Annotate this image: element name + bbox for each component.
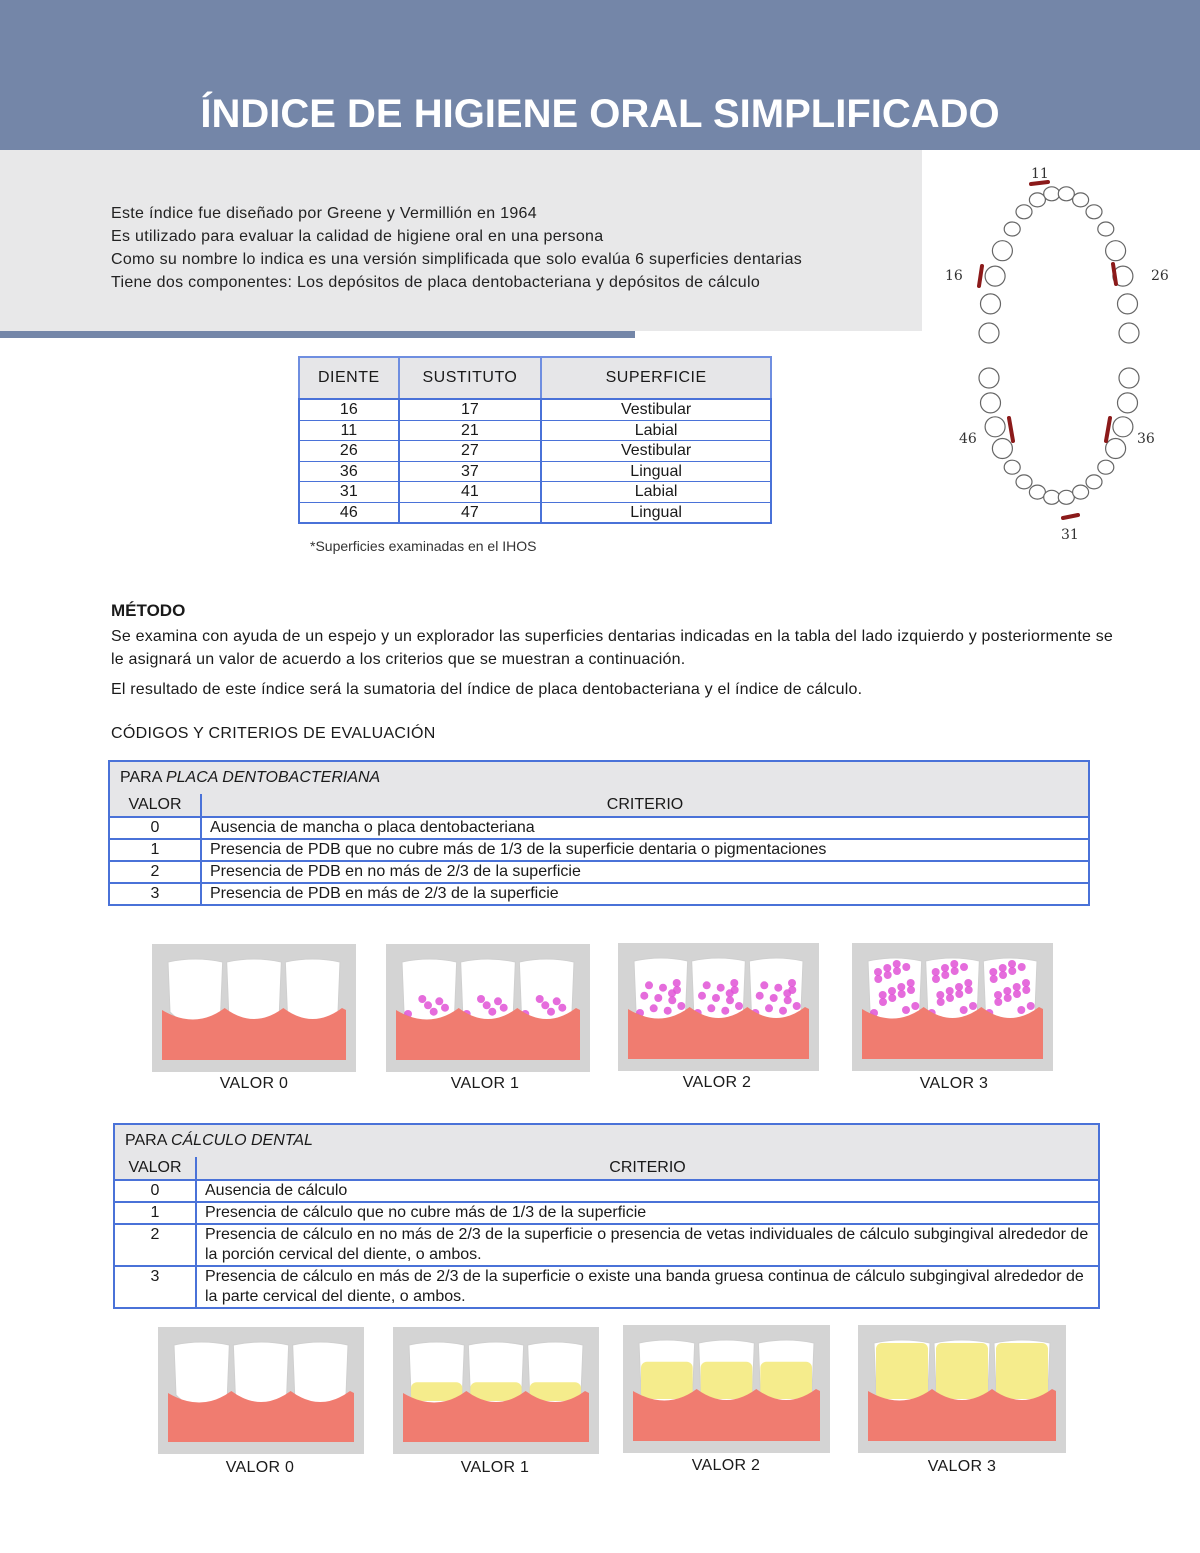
plaque-spot — [946, 994, 954, 1002]
plaque-spot — [898, 990, 906, 998]
intro-text — [111, 202, 802, 294]
marker-46 — [1009, 418, 1013, 441]
label-16: 16 — [945, 268, 963, 284]
plaque-image-1 — [386, 944, 590, 1072]
label-46: 46 — [959, 431, 977, 447]
page-title: ÍNDICE DE HIGIENE ORAL SIMPLIFICADO — [200, 92, 1000, 136]
tooth — [1004, 222, 1020, 236]
table-row — [114, 1180, 1099, 1202]
plaque-spot — [640, 992, 648, 1000]
tooth — [981, 294, 1001, 314]
plaque-spot — [960, 963, 968, 971]
table-row — [109, 861, 1089, 883]
plaque-spot — [677, 1002, 685, 1010]
tooth — [1004, 460, 1020, 474]
tooth — [992, 439, 1012, 459]
marker-26 — [1113, 264, 1116, 284]
tooth — [979, 323, 999, 343]
plaque-spot — [424, 1001, 432, 1009]
cell-valor: 3 — [109, 883, 201, 905]
calculus-band — [876, 1343, 928, 1399]
tooth-table-header — [299, 357, 771, 399]
tooth — [985, 417, 1005, 437]
plaque-spot — [888, 994, 896, 1002]
tooth — [1029, 485, 1045, 499]
plaque-spot — [779, 1007, 787, 1015]
plaque-spot — [793, 1002, 801, 1010]
table-row — [109, 839, 1089, 861]
plaque-spot — [717, 984, 725, 992]
intro-line: Tiene dos componentes: Los depósitos de placa dentobacteriana y depósitos de cálculo — [111, 274, 761, 291]
plaque-spot — [897, 983, 905, 991]
cell: 11 — [299, 420, 399, 441]
plaque-spot — [1003, 987, 1011, 995]
cell: Labial — [541, 482, 771, 503]
plaque-spot — [536, 995, 544, 1003]
table-row — [299, 482, 771, 503]
plaque-spot — [990, 975, 998, 983]
calculus-label: VALOR 0 — [225, 1459, 295, 1476]
tooth — [1113, 417, 1133, 437]
cell: 41 — [399, 482, 542, 503]
plaque-spot — [1008, 967, 1016, 975]
plaque-spot — [726, 989, 734, 997]
plaque-spot — [477, 995, 485, 1003]
plaque-spot — [418, 995, 426, 1003]
plaque-spot — [883, 964, 891, 972]
plaque-spot — [960, 1006, 968, 1014]
plaque-spot — [932, 968, 940, 976]
tooth — [979, 368, 999, 388]
plaque-spot — [494, 997, 502, 1005]
tooth — [1073, 193, 1089, 207]
plaque-spot — [1027, 1002, 1035, 1010]
marker-31 — [1063, 515, 1078, 518]
intro-line: Es utilizado para evaluar la calidad de higiene oral en una persona — [111, 228, 604, 245]
plaque-spot — [879, 998, 887, 1006]
plaque-spot — [441, 1004, 449, 1012]
plaque-spot — [774, 984, 782, 992]
plaque-spot — [874, 975, 882, 983]
plaque-spot — [668, 996, 676, 1004]
plaque-spot — [964, 979, 972, 987]
col-valor: VALOR — [109, 794, 201, 817]
calculus-band — [701, 1362, 753, 1399]
col-sustituto: SUSTITUTO — [399, 357, 542, 399]
table-row — [299, 461, 771, 482]
calculus-image-0 — [158, 1327, 364, 1454]
tooth — [1098, 222, 1114, 236]
cell: 31 — [299, 482, 399, 503]
cell: 17 — [399, 399, 542, 420]
calculus-image-2 — [623, 1325, 830, 1453]
tooth — [1119, 323, 1139, 343]
lower-arch — [979, 368, 1139, 504]
calculus-image-3 — [858, 1325, 1066, 1453]
tooth-table — [298, 356, 772, 524]
table-note: *Superficies examinadas en el IHOS — [310, 538, 537, 554]
plaque-spot — [788, 979, 796, 987]
tooth — [1044, 187, 1060, 201]
plaque-spot — [435, 997, 443, 1005]
table-row — [299, 399, 771, 420]
cell: 36 — [299, 461, 399, 482]
tooth — [1044, 490, 1060, 504]
cell: Lingual — [541, 502, 771, 523]
caption-italic: CÁLCULO DENTAL — [170, 1132, 313, 1149]
cell: 46 — [299, 502, 399, 523]
plaque-spot — [874, 968, 882, 976]
cell: Lingual — [541, 461, 771, 482]
col-criterio: CRITERIO — [201, 794, 1089, 817]
plaque-spot — [994, 998, 1002, 1006]
plaque-spot — [1013, 983, 1021, 991]
table-row — [114, 1224, 1099, 1266]
label-26: 26 — [1151, 268, 1169, 284]
plaque-spot — [645, 981, 653, 989]
plaque-spot — [936, 991, 944, 999]
plaque-spot — [999, 964, 1007, 972]
cell-criterio: Presencia de PDB que no cubre más de 1/3 de la superficie dentaria o pigmentaciones — [201, 839, 1089, 861]
plaque-spot — [1017, 1006, 1025, 1014]
plaque-spot — [879, 991, 887, 999]
plaque-spot — [1018, 963, 1026, 971]
tooth — [1118, 393, 1138, 413]
plaque-spot — [726, 996, 734, 1004]
plaque-spot — [902, 963, 910, 971]
plaque-spot — [721, 1007, 729, 1015]
cell-criterio: Presencia de PDB en no más de 2/3 de la superficie — [201, 861, 1089, 883]
plaque-spot — [941, 964, 949, 972]
calculus-image-1 — [393, 1327, 599, 1454]
plaque-spot — [783, 989, 791, 997]
tooth — [1029, 193, 1045, 207]
tooth — [1098, 460, 1114, 474]
plaque-spot — [765, 1004, 773, 1012]
metodo-heading: MÉTODO — [111, 601, 186, 620]
codes-heading: CÓDIGOS Y CRITERIOS DE EVALUACIÓN — [111, 725, 436, 742]
plaque-spot — [547, 1008, 555, 1016]
cell-criterio: Ausencia de mancha o placa dentobacteriana — [201, 817, 1089, 839]
col-criterio: CRITERIO — [196, 1157, 1099, 1180]
cell-valor: 0 — [109, 817, 201, 839]
plaque-spot — [907, 986, 915, 994]
cell-criterio: Ausencia de cálculo — [196, 1180, 1099, 1202]
plaque-spot — [756, 992, 764, 1000]
plaque-spot — [989, 968, 997, 976]
calculus-band — [996, 1343, 1048, 1399]
intro-divider — [0, 331, 635, 338]
calculus-label: VALOR 3 — [927, 1458, 997, 1475]
plaque-spot — [735, 1002, 743, 1010]
caption-italic: PLACA DENTOBACTERIANA — [165, 769, 381, 786]
plaque-spot — [553, 997, 561, 1005]
table-row — [114, 1202, 1099, 1224]
plaque-image-3 — [852, 943, 1053, 1071]
calculus-band — [936, 1343, 988, 1399]
plaque-spot — [911, 1002, 919, 1010]
plaque-spot — [902, 1006, 910, 1014]
cell-valor: 1 — [109, 839, 201, 861]
label-36: 36 — [1137, 431, 1155, 447]
marker-11 — [1031, 182, 1048, 184]
plaque-spot — [430, 1008, 438, 1016]
calculus-label: VALOR 2 — [691, 1457, 761, 1474]
tooth — [992, 241, 1012, 261]
tooth — [1058, 187, 1074, 201]
tooth — [1106, 439, 1126, 459]
plaque-spot — [703, 981, 711, 989]
calculus-criteria-table — [113, 1123, 1100, 1309]
tooth — [1086, 475, 1102, 489]
plaque-spot — [770, 994, 778, 1002]
plaque-label: VALOR 1 — [450, 1075, 520, 1092]
col-diente: DIENTE — [299, 357, 399, 399]
label-31: 31 — [1061, 527, 1079, 543]
plaque-spot — [659, 984, 667, 992]
calculus-band — [641, 1362, 693, 1399]
table-row — [114, 1266, 1099, 1308]
plaque-spot — [888, 987, 896, 995]
cell: Vestibular — [541, 441, 771, 462]
plaque-spot — [1013, 990, 1021, 998]
plaque-spot — [541, 1001, 549, 1009]
tooth — [1016, 205, 1032, 219]
plaque-spot — [994, 991, 1002, 999]
plaque-spot — [946, 987, 954, 995]
calculus-label: VALOR 1 — [460, 1459, 530, 1476]
tooth — [1086, 205, 1102, 219]
marker-36 — [1106, 418, 1110, 441]
plaque-spot — [999, 971, 1007, 979]
plaque-spot — [654, 994, 662, 1002]
plaque-spot — [951, 967, 959, 975]
table-row — [109, 817, 1089, 839]
cell-criterio: Presencia de PDB en más de 2/3 de la superficie — [201, 883, 1089, 905]
table-header — [114, 1157, 1099, 1180]
plaque-spot — [937, 998, 945, 1006]
plaque-label: VALOR 2 — [682, 1074, 752, 1091]
caption-prefix: PARA — [125, 1132, 171, 1149]
tooth — [985, 266, 1005, 286]
cell-valor: 0 — [114, 1180, 196, 1202]
col-valor: VALOR — [114, 1157, 196, 1180]
plaque-spot — [941, 971, 949, 979]
table-row — [299, 441, 771, 462]
plaque-spot — [668, 989, 676, 997]
plaque-spot — [1008, 960, 1016, 968]
plaque-spot — [1022, 979, 1030, 987]
cell: Labial — [541, 420, 771, 441]
cell-valor: 2 — [109, 861, 201, 883]
dental-arch-diagram — [935, 158, 1185, 550]
intro-line: Como su nombre lo indica es una versión simplificada que solo evalúa 6 superficies dentarias — [111, 251, 803, 268]
calculus-band — [760, 1362, 812, 1399]
cell-criterio: Presencia de cálculo en más de 2/3 de la superficie o existe una banda gruesa continua de cálculo subgingival alrededor de la parte cervical del diente, o ambos. — [196, 1266, 1099, 1308]
table-caption — [109, 761, 1089, 794]
plaque-spot — [712, 994, 720, 1002]
plaque-spot — [907, 979, 915, 987]
plaque-spot — [969, 1002, 977, 1010]
cell-criterio: Presencia de cálculo que no cubre más de 1/3 de la superficie — [196, 1202, 1099, 1224]
plaque-spot — [932, 975, 940, 983]
plaque-spot — [664, 1007, 672, 1015]
tooth — [981, 393, 1001, 413]
plaque-spot — [650, 1004, 658, 1012]
plaque-spot — [893, 967, 901, 975]
plaque-spot — [950, 960, 958, 968]
plaque-spot — [698, 992, 706, 1000]
caption-prefix: PARA — [120, 769, 166, 786]
table-row — [299, 502, 771, 523]
marker-16 — [979, 266, 982, 286]
tooth — [1119, 368, 1139, 388]
table-row — [299, 420, 771, 441]
plaque-spot — [884, 971, 892, 979]
plaque-spot — [558, 1004, 566, 1012]
plaque-spot — [500, 1004, 508, 1012]
plaque-image-2 — [618, 943, 819, 1071]
cell-valor: 3 — [114, 1266, 196, 1308]
plaque-spot — [730, 979, 738, 987]
cell: 16 — [299, 399, 399, 420]
cell: 26 — [299, 441, 399, 462]
intro-line: Este índice fue diseñado por Greene y Vermillión en 1964 — [111, 205, 537, 222]
cell: 47 — [399, 502, 542, 523]
plaque-spot — [1022, 986, 1030, 994]
label-11: 11 — [1031, 166, 1049, 182]
table-header — [109, 794, 1089, 817]
tooth — [1106, 241, 1126, 261]
tooth — [1118, 294, 1138, 314]
metodo-result: El resultado de este índice será la sumatoria del índice de placa dentobacteriana y el índice de cálculo. — [111, 681, 863, 698]
plaque-spot — [893, 960, 901, 968]
plaque-spot — [707, 1004, 715, 1012]
col-superficie: SUPERFICIE — [541, 357, 771, 399]
plaque-spot — [955, 990, 963, 998]
table-row — [109, 883, 1089, 905]
cell-criterio: Presencia de cálculo en no más de 2/3 de la superficie o presencia de vetas individuales de cálculo subgingival alrededor de la porción cervical del diente, o ambos. — [196, 1224, 1099, 1266]
plaque-spot — [760, 981, 768, 989]
plaque-spot — [488, 1008, 496, 1016]
plaque-criteria-table — [108, 760, 1090, 906]
plaque-label: VALOR 3 — [919, 1075, 989, 1092]
cell-valor: 2 — [114, 1224, 196, 1266]
cell: 27 — [399, 441, 542, 462]
table-caption — [114, 1124, 1099, 1157]
tooth — [1058, 490, 1074, 504]
tooth — [1016, 475, 1032, 489]
cell: 37 — [399, 461, 542, 482]
plaque-spot — [673, 979, 681, 987]
plaque-spot — [965, 986, 973, 994]
plaque-spot — [1004, 994, 1012, 1002]
cell-valor: 1 — [114, 1202, 196, 1224]
plaque-spot — [483, 1001, 491, 1009]
plaque-label: VALOR 0 — [219, 1075, 289, 1092]
plaque-spot — [784, 996, 792, 1004]
cell: Vestibular — [541, 399, 771, 420]
plaque-image-0 — [152, 944, 356, 1072]
plaque-spot — [955, 983, 963, 991]
metodo-paragraph: Se examina con ayuda de un espejo y un explorador las superficies dentarias indicadas en la tabla del lado izquierdo y posteriormente se le asignará un valor de acuerdo a los criterios que se muestran a continuación. — [111, 628, 1114, 668]
tooth — [1073, 485, 1089, 499]
cell: 21 — [399, 420, 542, 441]
